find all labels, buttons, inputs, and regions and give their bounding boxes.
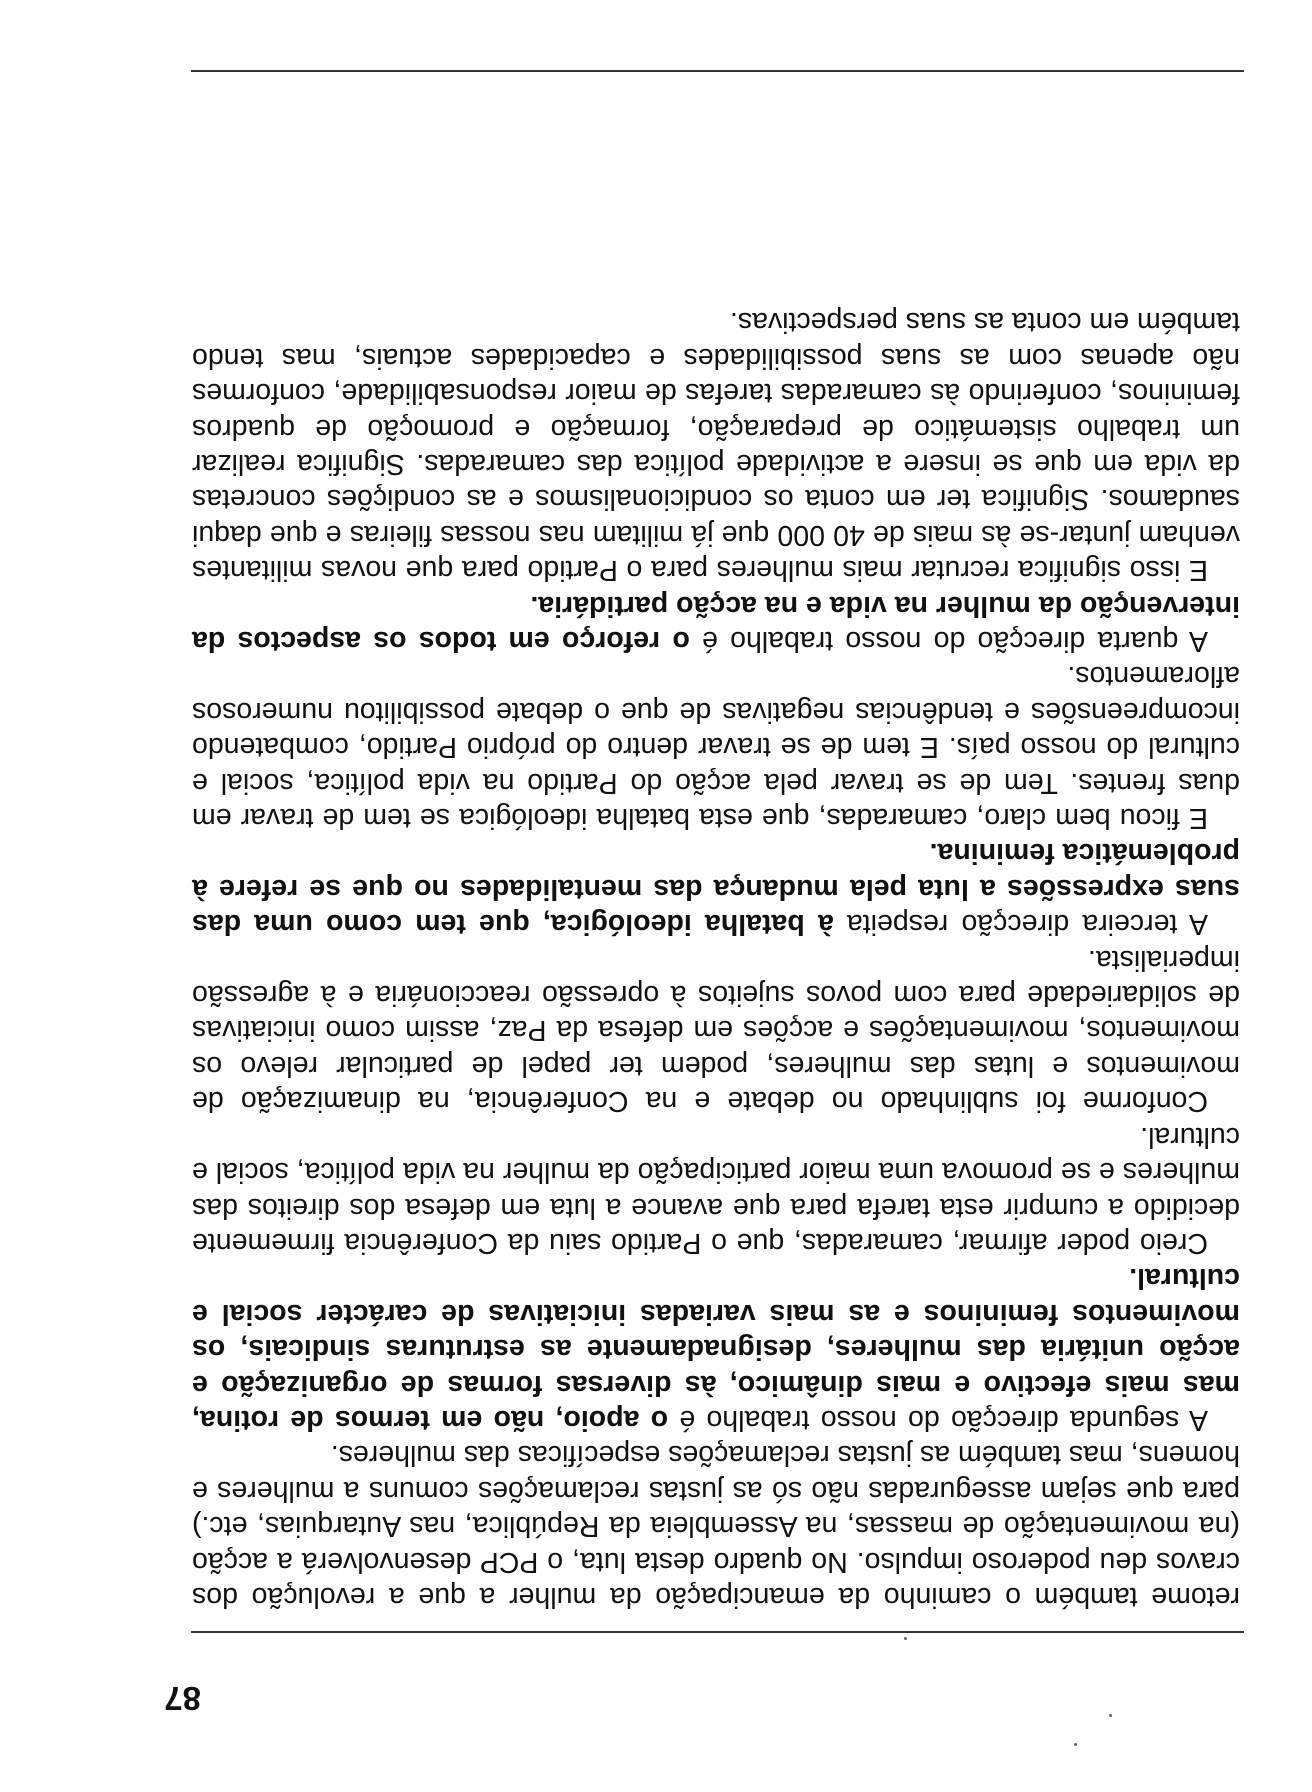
paragraph	[192, 1260, 1240, 1437]
paragraph	[192, 1118, 1240, 1260]
paragraph-text: Creio poder afirmar, camaradas, que o Partido saiu da Conferência firmemente decidido a cumprir esta tarefa para que avance a luta em defesa dos direitos das mulheres e se promova uma maior participação da mulher na vida política, social e cultural.	[192, 1120, 1240, 1259]
paragraph-emphasis: à batalha ideológica, que tem como uma das suas expressões a luta pela mudança das mentalidades no que se refere à problemática feminina.	[192, 837, 1240, 941]
paragraph-text: A quarta direcção do nosso trabalho é	[689, 625, 1208, 658]
page-number: 87	[164, 1680, 201, 1717]
scan-speck	[904, 1637, 907, 1640]
paragraph-text: A segunda direcção do nosso trabalho é	[668, 1403, 1208, 1436]
scan-speck	[1109, 1714, 1112, 1717]
paragraph	[192, 941, 1240, 1118]
paragraph	[192, 658, 1240, 835]
paragraph-emphasis: o reforço em todos os aspectos da intervenção da mulher na vida e na acção partidária.	[191, 589, 1240, 658]
paragraph-text: E isso significa recrutar mais mulheres para o Partido para que novas militantes venham juntar-se às mais de 40 000 que já militam nas nossas fileiras e que daqui saudamos. Significa ter em conta os condicionalismos e as condições concretas da vida em que se insere a actividade política das camaradas. Significa realizar um trabalho sistemático de preparação, formação e promoção de quadros femininos, conferindo às camaradas tarefas de maior responsabilidade, conformes não apenas com as suas possibilidades e capacidades actuais, mas tendo também em conta as suas perspectivas.	[192, 306, 1240, 587]
bottom-rule	[191, 70, 1244, 72]
paragraph-text: Conforme foi sublinhado no debate e na Conferência, na dinamização de movimentos e lutas das mulheres, podem ter papel de particular relevo os movimentos, movimentações e acções em defesa da Paz, assim como iniciativas de solidariedade para com povos sujeitos à opressão reaccionária e à agressão imperialista.	[192, 943, 1240, 1118]
paragraph	[192, 304, 1240, 587]
paragraph	[192, 1437, 1240, 1614]
paragraph	[192, 835, 1240, 941]
paragraph-text: E ficou bem claro, camaradas, que esta batalha ideológica se tem de travar em duas frentes. Tem de se travar pela acção do Partido na vida política, social e cultural do nosso país. E tem de se travar dentro do próprio Partido, combatendo incompreensões e tendências negativas de que o debate possibilitou numerosos afloramentos.	[192, 660, 1240, 835]
scan-speck	[1074, 1743, 1077, 1746]
paragraph	[192, 587, 1240, 658]
paragraph-text: retome também o caminho da emancipação da mulher a que a revolução dos cravos deu poderoso impulso. No quadro desta luta, o PCP desenvolverá a acção (na movimentação de massas, na Assembleia da República, nas Autarquias, etc.) para que sejam asseguradas não só as justas reclamações comuns a mulheres e homens, mas também as justas reclamações específicas das mulheres.	[192, 1439, 1240, 1613]
top-rule	[191, 1631, 1244, 1633]
paragraph-emphasis: o apoio, não em termos de rotina, mas mais efectivo e mais dinâmico, às diversas formas de organização e acção unitária das mulheres, designadamente as estruturas sindicais, os movimentos femininos e as mais variadas iniciativas de carácter social e cultural.	[192, 1262, 1240, 1436]
text-column	[192, 304, 1240, 1614]
paragraph-text: A terceira direcção respeita	[833, 908, 1208, 941]
